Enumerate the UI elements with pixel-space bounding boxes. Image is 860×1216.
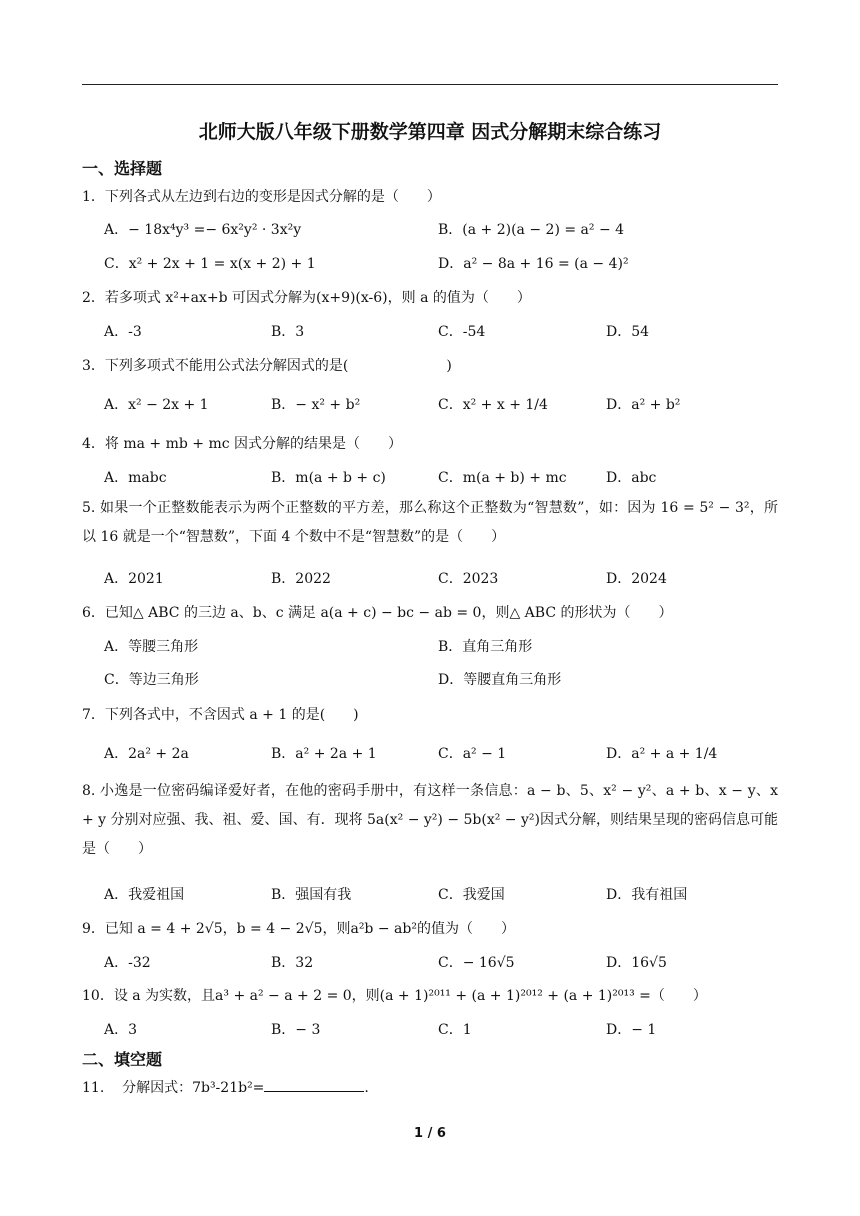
question-6-option-a[interactable]: A．等腰三角形 (104, 639, 199, 655)
question-1-option-b[interactable]: B．(a + 2)(a − 2) = a² − 4 (438, 222, 625, 238)
question-10-option-b[interactable]: B．− 3 (271, 1022, 321, 1038)
question-6-option-b[interactable]: B．直角三角形 (438, 639, 533, 655)
question-4-option-c[interactable]: C．m(a + b) + mc (438, 470, 567, 486)
question-4-option-a[interactable]: A．mabc (104, 470, 167, 486)
question-2-option-d[interactable]: D．54 (606, 324, 650, 340)
question-10-option-a[interactable]: A．3 (104, 1022, 138, 1038)
question-3-stem: 3．下列多项式不能用公式法分解因式的是( ) (82, 358, 452, 374)
question-7-option-c[interactable]: C．a² − 1 (438, 746, 507, 762)
question-11-answer-blank[interactable] (264, 1077, 364, 1092)
question-2-option-c[interactable]: C．-54 (438, 324, 486, 340)
question-8-option-c[interactable]: C．我爱国 (438, 887, 505, 903)
question-5-option-d[interactable]: D．2024 (606, 571, 667, 587)
question-9-option-d[interactable]: D．16√5 (606, 955, 667, 971)
question-6-stem: 6．已知△ ABC 的三边 a、b、c 满足 a(a + c) − bc − ab = 0，则△ ABC 的形状为（ ） (82, 605, 673, 621)
question-10-option-d[interactable]: D．− 1 (606, 1022, 657, 1038)
question-2-option-a[interactable]: A．-3 (104, 324, 142, 340)
question-6-option-c[interactable]: C．等边三角形 (104, 672, 199, 688)
question-8-stem: 8. 小逸是一位密码编译爱好者，在他的密码手册中，有这样一条信息：a − b、5、x² − y²、a + b、x − y、x + y 分别对应强、我、祖、爱、国、有．现将 5a(x² − y²) − 5b(x² − y²)因式分解，则结果呈现的密码信息可能是（ ） (82, 783, 778, 857)
question-8-option-b[interactable]: B．强国有我 (271, 887, 352, 903)
question-4-option-b[interactable]: B．m(a + b + c) (271, 470, 386, 486)
question-11-number: 11. (82, 1080, 105, 1096)
question-10-option-c[interactable]: C．1 (438, 1022, 472, 1038)
question-8-option-a[interactable]: A．我爱祖国 (104, 887, 185, 903)
question-11 (82, 1077, 369, 1097)
question-11-period: . (364, 1080, 369, 1096)
question-7-stem: 7．下列各式中，不含因式 a + 1 的是( ) (82, 707, 359, 723)
question-5-option-c[interactable]: C．2023 (438, 571, 499, 587)
question-3-option-a[interactable]: A．x² − 2x + 1 (104, 397, 209, 413)
question-5-option-a[interactable]: A．2021 (104, 571, 164, 587)
question-3-option-c[interactable]: C．x² + x + 1/4 (438, 397, 548, 413)
question-9-stem: 9．已知 a = 4 + 2√5，b = 4 − 2√5，则a²b − ab²的值为（ ） (82, 921, 515, 937)
question-7-option-d[interactable]: D．a² + a + 1/4 (606, 746, 718, 762)
question-2-stem: 2．若多项式 x²+ax+b 可因式分解为(x+9)(x-6)，则 a 的值为（ ） (82, 290, 531, 306)
question-10-stem: 10．设 a 为实数，且a³ + a² − a + 2 = 0，则(a + 1)²⁰¹¹ + (a + 1)²⁰¹² + (a + 1)²⁰¹³ =（ ） (82, 988, 707, 1004)
question-1-option-d[interactable]: D．a² − 8a + 16 = (a − 4)² (438, 256, 629, 272)
question-2-option-b[interactable]: B．3 (271, 324, 305, 340)
question-5-stem: 5. 如果一个正整数能表示为两个正整数的平方差，那么称这个正整数为“智慧数”，如：因为 16 = 5² − 3²，所以 16 就是一个“智慧数”，下面 4 个数中不是“智慧数”的是（ ） (82, 500, 778, 545)
page-number: 1 / 6 (414, 1126, 446, 1141)
question-7-option-b[interactable]: B．a² + 2a + 1 (271, 746, 377, 762)
section-fill-heading: 二、填空题 (82, 1050, 163, 1069)
page-title: 北师大版八年级下册数学第四章 因式分解期末综合练习 (198, 121, 662, 143)
question-1-option-c[interactable]: C．x² + 2x + 1 = x(x + 2) + 1 (104, 256, 316, 272)
question-6-option-d[interactable]: D．等腰直角三角形 (438, 672, 562, 688)
question-5-option-b[interactable]: B．2022 (271, 571, 331, 587)
question-8-option-d[interactable]: D．我有祖国 (606, 887, 688, 903)
question-9-option-c[interactable]: C．− 16√5 (438, 955, 515, 971)
question-7-option-a[interactable]: A．2a² + 2a (104, 746, 189, 762)
question-4-stem: 4．将 ma + mb + mc 因式分解的结果是（ ） (82, 436, 403, 452)
question-9-option-b[interactable]: B．32 (271, 955, 314, 971)
section-choice-heading: 一、选择题 (82, 159, 163, 178)
top-rule (82, 84, 778, 85)
question-9-option-a[interactable]: A．-32 (104, 955, 151, 971)
question-3-option-b[interactable]: B．− x² + b² (271, 397, 361, 413)
question-3-option-d[interactable]: D．a² + b² (606, 397, 681, 413)
question-11-stem: 分解因式：7b³-21b²= (122, 1080, 265, 1096)
question-1-option-a[interactable]: A．− 18x⁴y³ =− 6x²y² · 3x²y (104, 222, 302, 238)
question-4-option-d[interactable]: D．abc (606, 470, 657, 486)
question-1-stem: 1．下列各式从左边到右边的变形是因式分解的是（ ） (82, 189, 441, 205)
